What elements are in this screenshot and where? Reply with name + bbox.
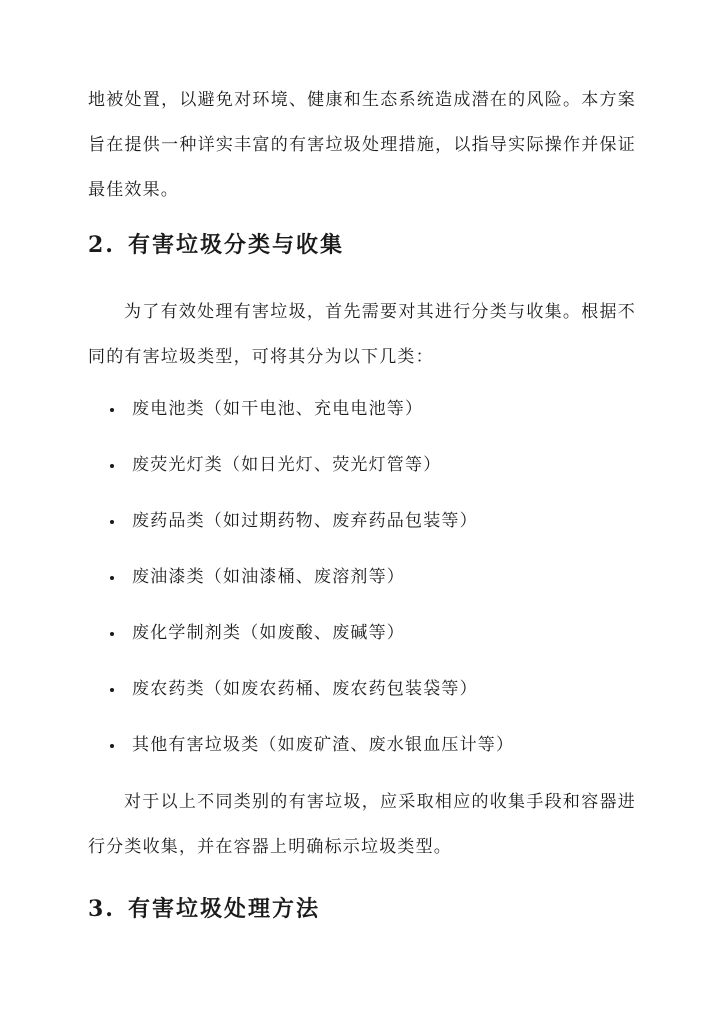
hazardous-waste-category-list (108, 395, 514, 787)
section-2-heading (88, 228, 344, 259)
bullet-icon (110, 464, 114, 468)
list-item-text: 废油漆类（如油漆桶、废溶剂等） (132, 567, 405, 587)
section-3-title: 有害垃圾处理方法 (128, 896, 321, 922)
list-item (108, 451, 514, 507)
bullet-icon (110, 408, 114, 412)
list-item-text: 废化学制剂类（如废酸、废碱等） (132, 623, 405, 643)
section-2-closing-paragraph: 对于以上不同类别的有害垃圾，应采取相应的收集手段和容器进行分类收集，并在容器上明确标示垃圾类型。 (88, 792, 636, 857)
list-item (108, 395, 514, 451)
list-item (108, 675, 514, 731)
list-item-text: 废农药类（如废农药桶、废农药包装袋等） (132, 679, 478, 699)
list-item-text: 其他有害垃圾类（如废矿渣、废水银血压计等） (132, 735, 515, 755)
bullet-icon (110, 576, 114, 580)
list-item-text: 废药品类（如过期药物、废弃药品包装等） (132, 511, 478, 531)
section-2-lead-paragraph: 为了有效处理有害垃圾，首先需要对其进行分类与收集。根据不同的有害垃圾类型，可将其分为以下几类： (88, 302, 636, 367)
list-item-text: 废电池类（如干电池、充电电池等） (132, 399, 424, 419)
bullet-icon (110, 688, 114, 692)
list-item (108, 619, 514, 675)
section-3-heading (88, 892, 320, 923)
bullet-icon (110, 520, 114, 524)
section-2-number: 2. (88, 232, 115, 258)
bullet-icon (110, 632, 114, 636)
intro-paragraph: 地被处置，以避免对环境、健康和生态系统造成潜在的风险。本方案旨在提供一种详实丰富的有害垃圾处理措施，以指导实际操作并保证最佳效果。 (88, 90, 636, 200)
list-item (108, 563, 514, 619)
bullet-icon (110, 744, 114, 748)
list-item-text: 废荧光灯类（如日光灯、荧光灯管等） (132, 455, 442, 475)
list-item (108, 507, 514, 563)
section-3-number: 3. (88, 896, 115, 922)
section-2-title: 有害垃圾分类与收集 (128, 232, 345, 258)
list-item (108, 731, 514, 787)
